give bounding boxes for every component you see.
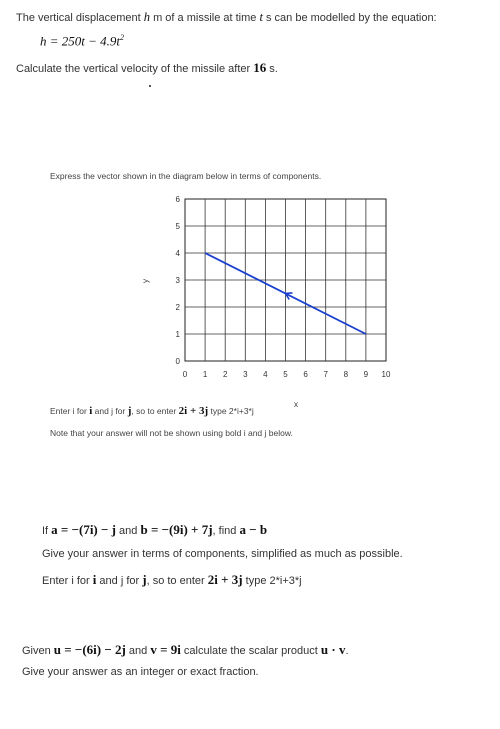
x-tick-label: 2 — [222, 370, 228, 379]
x-tick-label: 6 — [303, 370, 308, 379]
q1-line1-mid: m of a missile at time — [150, 12, 260, 24]
q2-example-expr: 2i + 3j — [178, 405, 209, 417]
q3-line3-mid2: , so to enter — [146, 575, 208, 587]
q4-line1 — [22, 642, 349, 658]
x-tick-label: 7 — [323, 370, 328, 379]
y-tick-label: 6 — [175, 195, 180, 204]
q4-u-def: u = −(6i) − 2j — [53, 642, 126, 657]
q4-line2: Give your answer as an integer or exact fraction. — [22, 666, 259, 678]
q3-line3-post: type 2*i+3*j — [242, 575, 302, 587]
y-tick-label: 0 — [175, 357, 180, 366]
q2-note1-mid2: , so to enter — [131, 406, 179, 416]
eq-exponent: 2 — [120, 33, 125, 42]
var-t: t — [259, 10, 263, 24]
q3-line3 — [42, 572, 302, 588]
q3-line3-mid: and j for — [96, 575, 143, 587]
q4-line1-post: . — [345, 645, 349, 657]
y-tick-label: 4 — [175, 249, 180, 258]
q2-note1-post: type 2*i+3*j — [208, 406, 254, 416]
chart-grid — [185, 199, 386, 361]
q3-line1-mid2: , find — [212, 525, 240, 537]
x-tick-label: 4 — [263, 370, 268, 379]
y-tick-label: 2 — [175, 303, 180, 312]
q1-line1-text: The vertical displacement — [16, 12, 144, 24]
q1-line1 — [16, 10, 437, 25]
q1-time-value: 16 — [253, 60, 267, 75]
q1-line3-post: s. — [266, 63, 278, 75]
q1-line3 — [16, 60, 278, 76]
q4-product: u · v — [320, 642, 346, 657]
q3-line1-pre: If — [42, 525, 52, 537]
q3-example-expr: 2i + 3j — [207, 572, 243, 587]
q3-line3-pre: Enter i for — [42, 575, 93, 587]
vector-chart — [141, 186, 400, 409]
stray-dot — [149, 85, 151, 87]
q3-j-symbol: j — [142, 572, 147, 587]
q1-line3-text: Calculate the vertical velocity of the missile after — [16, 63, 254, 75]
q2-note1-pre: Enter i for — [50, 406, 90, 416]
y-axis-label: y — [141, 279, 150, 283]
x-tick-label: 0 — [182, 370, 188, 379]
q3-line1 — [42, 522, 267, 538]
x-tick-label: 10 — [381, 370, 391, 379]
y-tick-label: 5 — [175, 222, 180, 231]
q2-note2: Note that your answer will not be shown using bold i and j below. — [50, 428, 293, 438]
eq-lhs: h — [40, 33, 47, 49]
q2-intro: Express the vector shown in the diagram below in terms of components. — [50, 171, 322, 181]
q4-line1-mid2: calculate the scalar product — [180, 645, 321, 657]
y-tick-label: 1 — [175, 330, 180, 339]
x-tick-label: 1 — [202, 370, 208, 379]
var-h: h — [143, 10, 151, 24]
q3-i-symbol: i — [92, 572, 97, 587]
q3-line1-mid: and — [116, 525, 141, 537]
x-tick-label: 5 — [283, 370, 288, 379]
y-tick-label: 3 — [175, 276, 180, 285]
x-tick-labels — [183, 370, 391, 379]
x-tick-label: 8 — [343, 370, 349, 379]
q1-equation — [40, 33, 124, 49]
q3-b-def: b = −(9i) + 7j — [140, 522, 213, 537]
q2-j-symbol: j — [127, 405, 132, 417]
q3-a-def: a = −(7i) − j — [51, 522, 116, 537]
y-tick-labels — [176, 195, 181, 366]
eq-rhs: = 250t − 4.9t — [46, 33, 121, 49]
q4-v-def: v = 9i — [150, 642, 181, 657]
x-axis-label: x — [294, 400, 298, 409]
q2-i-symbol: i — [89, 405, 93, 417]
x-tick-label: 9 — [363, 370, 369, 379]
q1-line1-post: s can be modelled by the equation: — [262, 12, 437, 24]
x-tick-label: 3 — [243, 370, 248, 379]
q3-find: a − b — [239, 522, 268, 537]
q4-line1-mid: and — [125, 645, 151, 657]
q3-line2: Give your answer in terms of components, simplified as much as possible. — [42, 548, 403, 560]
q2-note1-mid: and j for — [92, 406, 128, 416]
q4-line1-pre: Given — [22, 645, 54, 657]
q2-note1 — [50, 405, 254, 417]
